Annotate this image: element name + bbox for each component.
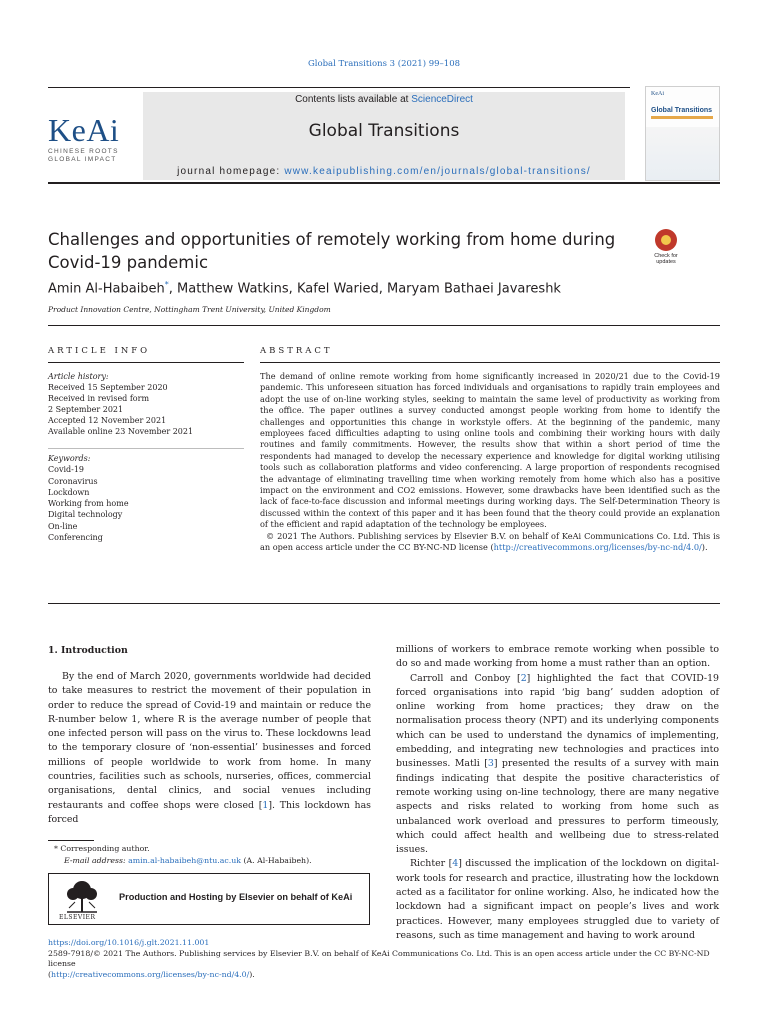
article-history [48, 371, 248, 437]
keywords-rule [48, 448, 244, 449]
license-close: ). [249, 969, 255, 979]
history-item: Available online 23 November 2021 [48, 427, 194, 436]
citation-ref[interactable]: 4 [452, 858, 459, 870]
bottom-citation-block [48, 938, 720, 980]
cover-accent-bar [651, 116, 713, 119]
corresponding-author-note: * Corresponding author. [54, 844, 150, 853]
elsevier-tree-icon [61, 878, 103, 918]
footnote [48, 843, 378, 866]
citation-ref[interactable]: 2 [520, 672, 527, 684]
author-first[interactable]: Amin Al-Habaibeh [48, 281, 165, 297]
check-updates-icon [655, 229, 677, 251]
license-open: ( [48, 969, 52, 979]
text-run: ]. This lockdown has forced [48, 799, 371, 825]
elsevier-wordmark: ELSEVIER [59, 914, 96, 921]
elsevier-hosting-text: Production and Hosting by Elsevier on behalf of KeAi [119, 892, 353, 902]
keyword-item: Covid-19 [48, 465, 85, 475]
history-item: Received in revised form [48, 394, 150, 403]
email-line [48, 855, 378, 867]
header-top-rule [48, 87, 630, 88]
text-run: ] presented the results of a survey with main findings indicating that despite the positive characteristics of remote working using on-line technology, there are many negative aspects and risks related to working from home such as unbalanced work overload and pressures to perform timeously, which could affect health and wellbeing due to stress-related issues. [396, 758, 720, 856]
bottom-license-line [48, 970, 720, 981]
check-for-updates-button[interactable] [644, 229, 688, 269]
author-email-link[interactable]: amin.al-habaibeh@ntu.ac.uk [128, 855, 241, 865]
license-text: © 2021 The Authors. Publishing services by Elsevier B.V. on behalf of KeAi Communications Co. Ltd. This is an open access article under the CC BY-NC-ND license ( [260, 530, 720, 553]
journal-homepage-line [143, 166, 625, 177]
abstract-bottom-rule [48, 603, 720, 604]
body-paragraph [48, 670, 371, 827]
cover-logo: KeAi [651, 91, 664, 97]
history-item: Received 15 September 2020 [48, 383, 168, 392]
keyword-item: On-line [48, 521, 78, 531]
journal-cover-thumbnail[interactable] [645, 86, 720, 181]
introduction-heading: 1. Introduction [48, 645, 128, 656]
body-column-left [48, 670, 371, 827]
article-title: Challenges and opportunities of remotely working from home during Covid-19 pandemic [48, 230, 616, 272]
footnote-rule [48, 840, 94, 841]
keyword-item: Working from home [48, 499, 129, 509]
homepage-prefix: journal homepage: [177, 166, 285, 177]
text-run: ] discussed the implication of the lockdown on digital-work tools for research and practice, illustrating how the lockdown acted as a facilitator for online working. Also, he indicated how the lockdown had a significant impact on people’s lives and work practices. However, many employees struggled due to variety of reasons, such as time management and having to work around [396, 858, 720, 941]
contents-prefix: Contents lists available at [295, 94, 412, 105]
bottom-license-link[interactable]: http://creativecommons.org/licenses/by-nc-nd/4.0/ [51, 969, 250, 979]
doi-link[interactable]: https://doi.org/10.1016/j.glt.2021.11.001 [48, 938, 210, 947]
text-run: Richter [ [410, 858, 453, 870]
abstract-license [260, 531, 720, 554]
history-item: 2 September 2021 [48, 405, 124, 414]
sciencedirect-link[interactable]: ScienceDirect [411, 94, 473, 105]
abstract-rule [260, 362, 720, 363]
article-info-heading: ARTICLE INFO [48, 346, 151, 356]
keywords-label: Keywords: [48, 454, 91, 463]
keai-logo-word: KeAi [48, 112, 120, 148]
history-item: Accepted 12 November 2021 [48, 416, 167, 425]
journal-title: Global Transitions [308, 121, 460, 141]
keyword-item: Lockdown [48, 487, 90, 497]
contents-line [143, 94, 625, 105]
article-info-rule [48, 362, 244, 363]
history-label: Article history: [48, 372, 109, 381]
text-run: Carroll and Conboy [ [410, 672, 521, 684]
corresponding-author-mark[interactable]: * [164, 280, 169, 289]
body-paragraph [396, 857, 719, 943]
citation-ref[interactable]: 1 [262, 799, 269, 811]
keai-logo[interactable] [48, 114, 138, 164]
body-paragraph [396, 672, 719, 858]
text-run: By the end of March 2020, governments worldwide had decided to take measures to restrict the movement of their population in order to reduce the spread of Covid-19 and maintain or reduce the R-number below 1, where R is the average number of people that one infected person will pass on the virus to. These lockdowns lead to the temporary closure of ‘non-essential’ businesses and forced millions of people worldwide to work from home. In many countries, facilities such as schools, nurseries, offices, commercial organisations, dental clinics, and social venues including restaurants and coffee shops were closed [ [48, 671, 371, 811]
author-list [48, 280, 561, 296]
header-bottom-rule [48, 182, 720, 184]
body-paragraph: millions of workers to embrace remote working when possible to do so and made working from home a must rather than an option. [396, 644, 719, 670]
keyword-item: Conferencing [48, 533, 103, 543]
keai-logo-tagline: CHINESE ROOTS GLOBAL IMPACT [48, 148, 119, 163]
abstract-text: The demand of online remote working from home significantly increased in 2020/21 due to the Covid-19 pandemic. This unforeseen situation has forced individuals and organisations to rapidly train employees and adopt the use of on-line working styles, seeking to maintain the same level of productivity as working from the office. The paper outlines a survey conducted amongst people working from home to identify the challenges and opportunities this change in workstyle offers. At the beginning of the pandemic, many employees faced difficulties adapting to using online tools and combining their working hours with daily routines and family commitments. However, the results show that within a short period of time the respondents had managed to develop the necessary experience and knowledge for digital working utilising tools such as collaboration platforms and video conferencing. A large proportion of respondents recognised the advantage of eliminating travelling time when working remotely from home which also has a positive impact on the environment and CO2 emissions. However, some drawbacks have been identified such as the lack of face-to-face discussion and informal meetings during working days. The Self-Determination Theory is discussed within the context of this paper and it has been found that the theory could provide an explanation of the efficient and rapid adaptation of the technology be employees. [260, 371, 720, 530]
cover-title: Global Transitions [651, 107, 713, 114]
keyword-item: Coronavirus [48, 476, 98, 486]
text-run: ] highlighted the fact that COVID-19 forced organisations into rapid ‘big bang’ sudden adoption of online working from home practices; they draw on the normalisation process theory (NPT) and its underlying components which can be used to understand the dynamics of implementing, embedding, and integrating new technologies and practices into businesses. Matli [ [396, 672, 719, 770]
copyright-line: 2589-7918/© 2021 The Authors. Publishing services by Elsevier B.V. on behalf of KeAi Communications Co. Ltd. This is an open access article under the CC BY-NC-ND license [48, 948, 710, 968]
check-updates-label: Check for updates [654, 253, 678, 265]
email-suffix: (A. Al-Habaibeh). [241, 855, 312, 865]
keyword-item: Digital technology [48, 510, 123, 520]
author-affiliation: Product Innovation Centre, Nottingham Trent University, United Kingdom [48, 305, 331, 314]
email-label: E-mail address: [64, 855, 129, 865]
keywords-list [48, 453, 248, 543]
affiliation-rule [48, 325, 720, 326]
author-rest: , Matthew Watkins, Kafel Waried, Maryam Bathaei Javareshk [168, 281, 561, 297]
journal-citation[interactable]: Global Transitions 3 (2021) 99–108 [307, 59, 461, 69]
abstract-heading: ABSTRACT [260, 346, 333, 356]
citation-ref[interactable]: 3 [487, 758, 494, 770]
license-link[interactable]: http://creativecommons.org/licenses/by-nc-nd/4.0/ [493, 542, 702, 553]
cover-band [646, 127, 719, 180]
elsevier-hosting-box[interactable] [48, 873, 370, 925]
body-column-right [396, 643, 719, 943]
abstract-body [260, 371, 720, 554]
license-end: ). [701, 542, 708, 553]
journal-homepage-link[interactable]: www.keaipublishing.com/en/journals/global-transitions/ [284, 166, 591, 177]
